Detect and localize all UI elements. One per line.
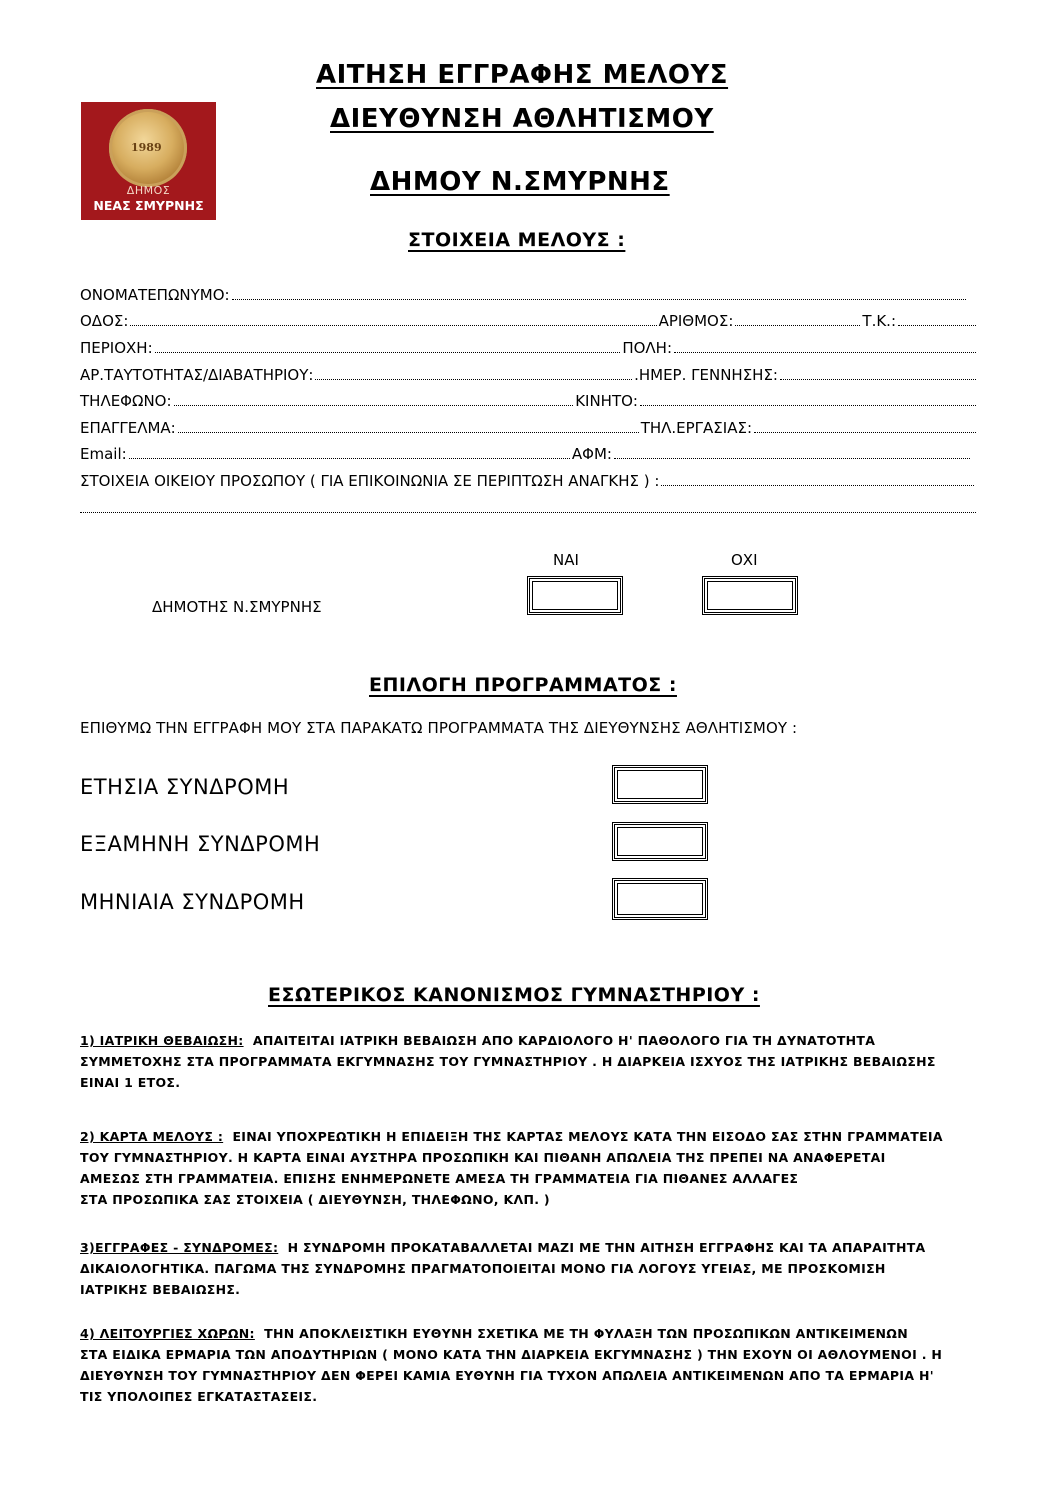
street-field[interactable] (130, 313, 656, 326)
semiannual-subscription-checkbox[interactable] (612, 822, 708, 861)
profession-field[interactable] (178, 420, 639, 433)
municipality-title: ΔΗΜΟΥ Ν.ΣΜΥΡΝΗΣ (370, 167, 670, 197)
id-passport-label: ΑΡ.ΤΑΥΤΟΤΗΤΑΣ/ΔΙΑΒΑΤΗΡΙΟΥ: (80, 366, 314, 384)
no-label: ΟΧΙ (731, 551, 758, 569)
yes-label: ΝΑΙ (553, 551, 579, 569)
resident-label: ΔΗΜΟΤΗΣ Ν.ΣΜΥΡΝΗΣ (152, 598, 322, 616)
phone-field[interactable] (174, 393, 574, 406)
rule-medical-certificate (80, 1030, 974, 1093)
mobile-label: ΚΙΝΗΤΟ: (575, 392, 638, 410)
id-passport-field[interactable] (315, 367, 632, 380)
number-label: ΑΡΙΘΜΟΣ: (658, 312, 734, 330)
rule-membership-card (80, 1126, 974, 1210)
emergency-contact-field[interactable] (661, 473, 974, 486)
rule-2-line-1: ΕΙΝΑΙ ΥΠΟΧΡΕΩΤΙΚΗ Η ΕΠΙΔΕΙΞΗ ΤΗΣ ΚΑΡΤΑΣ ΜΕΛΟΥΣ ΚΑΤΑ ΤΗΝ ΕΙΣΟΔΟ ΣΑΣ ΣΤΗΝ ΓΡΑΜΜΑΤΕΙΑ (232, 1129, 943, 1144)
emergency-contact-row-2 (80, 500, 978, 522)
rule-facility-operations (80, 1323, 974, 1407)
email-row (80, 445, 972, 467)
rules-section-heading: ΕΣΩΤΕΡΙΚΟΣ ΚΑΝΟΝΙΣΜΟΣ ΓΥΜΝΑΣΤΗΡΙΟΥ : (268, 984, 760, 1006)
full-name-field[interactable] (232, 287, 966, 300)
monthly-subscription-checkbox[interactable] (612, 878, 708, 920)
full-name-row (80, 286, 968, 308)
emergency-contact-label: ΣΤΟΙΧΕΙΑ ΟΙΚΕΙΟΥ ΠΡΟΣΩΠΟΥ ( ΓΙΑ ΕΠΙΚΟΙΝΩΝΙΑ ΣΕ ΠΕΡΙΠΤΩΣΗ ΑΝΑΓΚΗΣ ) : (80, 472, 660, 490)
rule-2-line-2: ΤΟΥ ΓΥΜΝΑΣΤΗΡΙΟΥ. Η ΚΑΡΤΑ ΕΙΝΑΙ ΑΥΣΤΗΡΑ ΠΡΟΣΩΠΙΚΗ ΚΑΙ ΠΙΘΑΝΗ ΑΠΩΛΕΙΑ ΤΗΣ ΠΡΕΠΕΙ ΝΑ ΑΝΑΦΕΡΕΤΑΙ (80, 1150, 886, 1165)
department-title: ΔΙΕΥΘΥΝΣΗ ΑΘΛΗΤΙΣΜΟΥ (330, 104, 714, 134)
full-name-label: ΟΝΟΜΑΤΕΠΩΝΥΜΟ: (80, 286, 230, 304)
city-field[interactable] (674, 340, 976, 353)
rule-1-heading: 1) ΙΑΤΡΙΚΗ ΘΕΒΑΙΩΣΗ: (80, 1033, 244, 1048)
birth-date-label: .ΗΜΕΡ. ΓΕΝΝΗΣΗΣ: (634, 366, 778, 384)
form-title: ΑΙΤΗΣΗ ΕΓΓΡΑΦΗΣ ΜΕΛΟΥΣ (316, 60, 729, 90)
phone-row (80, 392, 978, 414)
email-label: Email: (80, 445, 127, 463)
logo-text-line1: ΔΗΜΟΣ (126, 184, 171, 197)
resident-no-checkbox[interactable] (702, 576, 798, 615)
annual-subscription-checkbox[interactable] (612, 765, 708, 804)
rule-3-heading: 3)ΕΓΓΡΑΦΕΣ - ΣΥΝΔΡΟΜΕΣ: (80, 1240, 279, 1255)
tax-id-label: ΑΦΜ: (571, 445, 612, 463)
program-intro-text: ΕΠΙΘΥΜΩ ΤΗΝ ΕΓΓΡΑΦΗ ΜΟΥ ΣΤΑ ΠΑΡΑΚΑΤΩ ΠΡΟΓΡΑΜΜΑΤΑ ΤΗΣ ΔΙΕΥΘΥΝΣΗΣ ΑΘΛΗΤΙΣΜΟΥ : (80, 719, 798, 737)
area-field[interactable] (155, 340, 621, 353)
profession-row (80, 419, 978, 441)
municipality-logo (81, 102, 216, 220)
rule-2-heading: 2) ΚΑΡΤΑ ΜΕΛΟΥΣ : (80, 1129, 224, 1144)
rule-4-heading: 4) ΛΕΙΤΟΥΡΓΙΕΣ ΧΩΡΩΝ: (80, 1326, 255, 1341)
rule-4-line-4: ΤΙΣ ΥΠΟΛΟΙΠΕΣ ΕΓΚΑΤΑΣΤΑΣΕΙΣ. (80, 1389, 318, 1404)
phone-label: ΤΗΛΕΦΩΝΟ: (80, 392, 172, 410)
work-phone-label: ΤΗΛ.ΕΡΓΑΣΙΑΣ: (640, 419, 752, 437)
profession-label: ΕΠΑΓΓΕΛΜΑ: (80, 419, 176, 437)
address-row (80, 312, 978, 334)
city-label: ΠΟΛΗ: (622, 339, 672, 357)
rule-3-line-1: Η ΣΥΝΔΡΟΜΗ ΠΡΟΚΑΤΑΒΑΛΛΕΤΑΙ ΜΑΖΙ ΜΕ ΤΗΝ ΑΙΤΗΣΗ ΕΓΓΡΑΦΗΣ ΚΑΙ ΤΑ ΑΠΑΡΑΙΤΗΤΑ (287, 1240, 926, 1255)
email-field[interactable] (129, 446, 570, 459)
rule-2-line-3: ΑΜΕΣΩΣ ΣΤΗ ΓΡΑΜΜΑΤΕΙΑ. ΕΠΙΣΗΣ ΕΝΗΜΕΡΩΝΕΤΕ ΑΜΕΣΑ ΤΗ ΓΡΑΜΜΑΤΕΙΑ ΓΙΑ ΠΙΘΑΝΕΣ ΑΛΛΑΓΕΣ (80, 1171, 799, 1186)
postal-code-field[interactable] (898, 313, 976, 326)
monthly-subscription-label: ΜΗΝΙΑΙΑ ΣΥΝΔΡΟΜΗ (80, 890, 305, 914)
annual-subscription-label: ΕΤΗΣΙΑ ΣΥΝΔΡΟΜΗ (80, 775, 290, 799)
coin-emblem-icon (109, 109, 187, 187)
emergency-contact-row (80, 472, 976, 494)
rule-3-line-2: ΔΙΚΑΙΟΛΟΓΗΤΙΚΑ. ΠΑΓΩΜΑ ΤΗΣ ΣΥΝΔΡΟΜΗΣ ΠΡΑΓΜΑΤΟΠΟΙΕΙΤΑΙ ΜΟΝΟ ΓΙΑ ΛΟΓΟΥΣ ΥΓΕΙΑΣ, ΜΕ ΠΡΟΣΚΟΜΙΣΗ (80, 1261, 886, 1276)
postal-code-label: Τ.Κ.: (862, 312, 896, 330)
id-row (80, 366, 978, 388)
rule-1-line-1: ΑΠΑΙΤΕΙΤΑΙ ΙΑΤΡΙΚΗ ΒΕΒΑΙΩΣΗ ΑΠΟ ΚΑΡΔΙΟΛΟΓΟ Η' ΠΑΘΟΛΟΓΟ ΓΙΑ ΤΗ ΔΥΝΑΤΟΤΗΤΑ (252, 1033, 876, 1048)
tax-id-field[interactable] (614, 446, 970, 459)
number-field[interactable] (735, 313, 860, 326)
program-section-heading: ΕΠΙΛΟΓΗ ΠΡΟΓΡΑΜΜΑΤΟΣ : (369, 674, 677, 696)
rule-4-line-2: ΣΤΑ ΕΙΔΙΚΑ ΕΡΜΑΡΙΑ ΤΩΝ ΑΠΟΔΥΤΗΡΙΩΝ ( ΜΟΝΟ ΚΑΤΑ ΤΗΝ ΔΙΑΡΚΕΙΑ ΕΚΓΥΜΝΑΣΗΣ ) ΤΗΝ ΕΧΟΥΝ ΟΙ ΑΘΛΟΥΜΕΝΟΙ . Η (80, 1347, 943, 1362)
rule-4-line-1: ΤΗΝ ΑΠΟΚΛΕΙΣΤΙΚΗ ΕΥΘΥΝΗ ΣΧΕΤΙΚΑ ΜΕ ΤΗ ΦΥΛΑΞΗ ΤΩΝ ΠΡΟΣΩΠΙΚΩΝ ΑΝΤΙΚΕΙΜΕΝΩΝ (264, 1326, 908, 1341)
rule-2-line-4: ΣΤΑ ΠΡΟΣΩΠΙΚΑ ΣΑΣ ΣΤΟΙΧΕΙΑ ( ΔΙΕΥΘΥΝΣΗ, ΤΗΛΕΦΩΝΟ, ΚΛΠ. ) (80, 1192, 550, 1207)
rule-3-line-3: ΙΑΤΡΙΚΗΣ ΒΕΒΑΙΩΣΗΣ. (80, 1282, 241, 1297)
mobile-field[interactable] (640, 393, 976, 406)
logo-text-line2: ΝΕΑΣ ΣΜΥΡΝΗΣ (93, 198, 204, 213)
semiannual-subscription-label: ΕΞΑΜΗΝΗ ΣΥΝΔΡΟΜΗ (80, 832, 321, 856)
rule-4-line-3: ΔΙΕΥΘΥΝΣΗ ΤΟΥ ΓΥΜΝΑΣΤΗΡΙΟΥ ΔΕΝ ΦΕΡΕΙ ΚΑΜΙΑ ΕΥΘΥΝΗ ΓΙΑ ΤΥΧΟΝ ΑΠΩΛΕΙΑ ΑΝΤΙΚΕΙΜΕΝΩΝ ΑΠΟ ΤΑ ΕΡΜΑΡΙΑ Η' (80, 1368, 934, 1383)
birth-date-field[interactable] (780, 367, 976, 380)
rule-1-line-3: ΕΙΝΑΙ 1 ΕΤΟΣ. (80, 1075, 181, 1090)
area-label: ΠΕΡΙΟΧΗ: (80, 339, 153, 357)
resident-yes-checkbox[interactable] (527, 576, 623, 615)
logo-year: 1989 (131, 141, 162, 154)
work-phone-field[interactable] (754, 420, 976, 433)
area-row (80, 339, 978, 361)
rule-1-line-2: ΣΥΜΜΕΤΟΧΗΣ ΣΤΑ ΠΡΟΓΡΑΜΜΑΤΑ ΕΚΓΥΜΝΑΣΗΣ ΤΟΥ ΓΥΜΝΑΣΤΗΡΙΟΥ . Η ΔΙΑΡΚΕΙΑ ΙΣΧΥΟΣ ΤΗΣ ΙΑΤΡΙΚΗΣ ΒΕΒΑΙΩΣΗΣ (80, 1054, 936, 1069)
emergency-contact-field-continued[interactable] (80, 500, 976, 513)
rule-registrations-subscriptions (80, 1237, 974, 1300)
street-label: ΟΔΟΣ: (80, 312, 129, 330)
member-section-heading: ΣΤΟΙΧΕΙΑ ΜΕΛΟΥΣ : (408, 229, 626, 251)
